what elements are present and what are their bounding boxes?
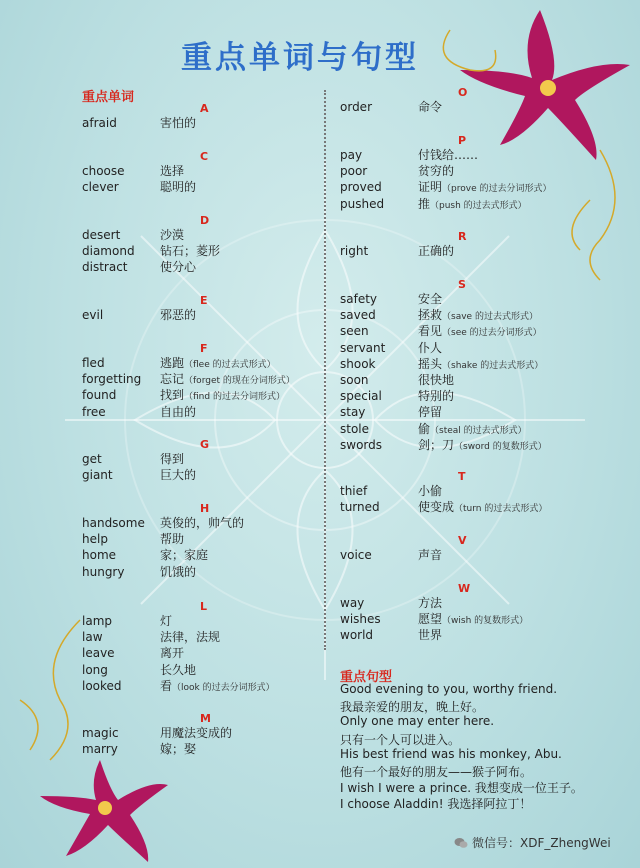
word-english: lamp [82,614,112,628]
word-english: handsome [82,516,145,530]
word-chinese: 使分心 [160,260,197,275]
letter-heading: H [200,502,210,515]
word-english: saved [340,308,376,323]
word-entry [340,180,552,195]
sentence-line: Only one may enter here. [340,714,495,729]
word-note: （flee 的过去式形式） [184,360,276,370]
word-note: （shake 的过去式形式） [442,360,544,371]
word-english: hungry [82,564,125,579]
word-chinese: 找到 [160,388,185,403]
word-entry [82,516,245,530]
word-english: servant [340,340,386,355]
letter-heading: P [458,134,467,147]
word-english: evil [82,308,104,322]
word-english: poor [340,164,368,179]
word-entry [340,373,455,387]
word-entry [82,180,197,195]
letter-heading: D [200,214,210,227]
word-chinese: 嫁；娶 [160,742,197,757]
word-chinese: 使变成 [418,500,455,515]
word-english: home [82,548,117,563]
word-chinese: 证明 [418,180,443,195]
word-entry [82,630,221,645]
word-chinese: 看见 [418,324,443,339]
word-chinese: 巨大的 [160,468,197,483]
letter-heading: V [458,534,467,547]
word-entry [340,340,443,355]
word-chinese: 长久地 [160,662,197,677]
watermark [454,834,611,851]
word-note: （look 的过去分词形式） [172,682,275,693]
word-english: giant [82,468,113,483]
page-title: 重点单词与句型 [181,40,419,76]
word-entry [340,164,455,179]
word-english: world [340,628,374,643]
word-chinese: 灯 [160,614,173,628]
word-english: forgetting [82,372,142,387]
word-entry [340,405,443,420]
bottom-left-swirls [20,620,80,760]
letter-heading: F [200,342,208,355]
word-chinese: 帮助 [160,532,185,547]
word-english: right [340,244,369,258]
letter-heading: M [200,712,211,725]
word-english: law [82,630,103,645]
word-entry [82,468,197,483]
word-english: found [82,388,117,403]
word-english: stay [340,405,366,420]
word-english: clever [82,180,119,195]
word-english: fled [82,356,105,370]
word-entry [82,116,197,130]
word-english: seen [340,324,369,339]
sentence-line: 他有一个最好的朋友——猴子阿布。 [340,765,533,779]
letter-heading: G [200,438,210,451]
letter-heading: W [458,582,471,595]
word-english: magic [82,726,119,740]
word-chinese: 法律，法规 [160,630,221,645]
word-entry [340,596,443,610]
word-english: wishes [340,612,381,627]
word-chinese: 声音 [418,548,443,562]
word-chinese: 摇头 [418,356,443,371]
word-english: help [82,532,108,547]
word-chinese: 特别的 [418,389,455,404]
letter-heading: A [200,102,209,115]
word-entry [82,614,173,628]
sentence-line: Good evening to you, worthy friend. [340,682,558,696]
word-chinese: 方法 [418,596,443,610]
word-english: afraid [82,116,117,130]
word-chinese: 偷 [418,421,431,436]
word-english: long [82,662,108,677]
word-note: （wish 的复数形式） [442,616,529,627]
word-english: pushed [340,196,385,211]
word-chinese: 选择 [160,164,185,178]
word-english: pay [340,148,363,162]
word-chinese: 邪恶的 [160,308,197,322]
word-chinese: 忘记 [160,372,185,387]
word-entry [340,612,529,627]
word-chinese: 害怕的 [160,116,197,130]
word-english: swords [340,437,382,452]
letter-heading: C [200,150,209,163]
letter-heading: R [458,230,467,243]
word-chinese: 逃跑 [160,356,185,370]
sentence-line: 我最亲爱的朋友，晚上好。 [340,700,485,715]
word-chinese: 付钱给…… [418,148,479,162]
word-entry [340,437,547,452]
sentence-line: His best friend was his monkey, Abu. [340,746,562,761]
word-entry [340,628,443,643]
word-entry [340,244,455,258]
word-entry [340,196,527,211]
word-note: （save 的过去式形式） [442,312,538,323]
word-english: way [340,596,365,610]
word-chinese: 世界 [418,628,443,643]
word-english: choose [82,164,125,178]
word-chinese: 家；家庭 [160,548,209,563]
word-note: （sword 的复数形式） [454,441,547,452]
word-entry [82,228,185,242]
word-english: diamond [82,244,135,259]
word-entry [82,260,197,275]
word-entry [82,308,197,322]
word-entry [82,356,276,370]
word-chinese: 钻石；菱形 [160,244,221,259]
word-chinese: 看 [160,678,173,693]
wechat-icon [454,837,468,849]
word-note: （forget 的现在分词形式） [184,376,295,387]
word-entry [340,389,455,404]
word-entry [82,244,221,259]
word-entry [340,148,479,162]
words-heading: 重点单词 [82,90,135,105]
word-english: shook [340,356,376,371]
sentence-line: 只有一个人可以进入。 [340,732,461,747]
word-english: voice [340,548,372,562]
column-divider [324,90,327,650]
word-entry [340,548,443,562]
word-entry [82,452,185,466]
word-english: safety [340,292,378,306]
word-english: stole [340,421,370,436]
word-english: soon [340,373,369,387]
word-english: marry [82,742,118,757]
word-chinese: 自由的 [160,404,197,419]
word-english: looked [82,678,122,693]
word-entry [340,324,542,339]
word-chinese: 英俊的，帅气的 [160,516,245,530]
sentence-line: I choose Aladdin! 我选择阿拉丁！ [340,797,532,812]
word-chinese: 饥饿的 [160,564,197,579]
word-chinese: 离开 [160,646,185,661]
word-entry [82,662,197,677]
word-english: get [82,452,102,466]
word-english: special [340,389,382,404]
letter-heading: T [458,470,466,483]
word-chinese: 拯救 [418,308,443,323]
word-entry [340,100,443,114]
word-entry [82,564,197,579]
word-entry [82,646,185,661]
word-note: （find 的过去分词形式） [184,392,285,403]
letter-heading: L [200,600,208,613]
word-entry [82,372,295,387]
word-chinese: 小偷 [418,484,443,498]
word-note: （see 的过去分词形式） [442,328,542,339]
word-chinese: 仆人 [418,340,443,355]
word-english: order [340,100,372,114]
word-chinese: 聪明的 [160,180,197,195]
word-entry [82,726,233,740]
word-chinese: 很快地 [418,373,455,387]
word-english: leave [82,646,115,661]
word-entry [82,404,197,419]
word-entry [82,532,185,547]
word-entry [82,388,285,403]
word-note: （push 的过去式形式） [430,200,527,211]
sentence-line: I wish I were a prince. 我想变成一位王子。 [340,781,583,796]
word-entry [82,164,185,178]
word-chinese: 停留 [418,405,443,420]
word-english: distract [82,260,128,275]
word-chinese: 沙漠 [160,228,185,242]
word-chinese: 愿望 [418,612,443,627]
word-english: turned [340,500,380,515]
word-chinese: 推 [418,196,431,211]
word-chinese: 正确的 [418,244,455,258]
word-chinese: 安全 [418,292,443,306]
word-entry [340,500,548,515]
word-english: desert [82,228,121,242]
word-chinese: 贫穷的 [418,164,455,179]
word-chinese: 剑；刀 [418,437,455,452]
bottom-left-flower [40,760,168,862]
word-note: （turn 的过去式形式） [454,504,548,515]
letter-heading: O [458,86,468,99]
word-english: proved [340,180,382,195]
word-note: （steal 的过去式形式） [430,425,527,436]
word-note: （prove 的过去分词形式） [442,184,552,195]
word-chinese: 得到 [160,452,185,466]
sentences-heading: 重点句型 [340,670,393,685]
word-chinese: 命令 [418,100,443,114]
word-entry [340,484,443,498]
word-english: thief [340,484,368,498]
watermark-text: 微信号：XDF_ZhengWei [472,836,611,850]
letter-heading: E [200,294,208,307]
word-entry [340,292,443,306]
word-entry [82,678,275,693]
word-entry [82,742,197,757]
letter-heading: S [458,278,466,291]
word-entry [340,421,527,436]
word-entry [340,356,544,371]
word-english: free [82,404,106,419]
word-chinese: 用魔法变成的 [160,726,233,740]
word-entry [340,308,538,323]
word-entry [82,548,209,563]
